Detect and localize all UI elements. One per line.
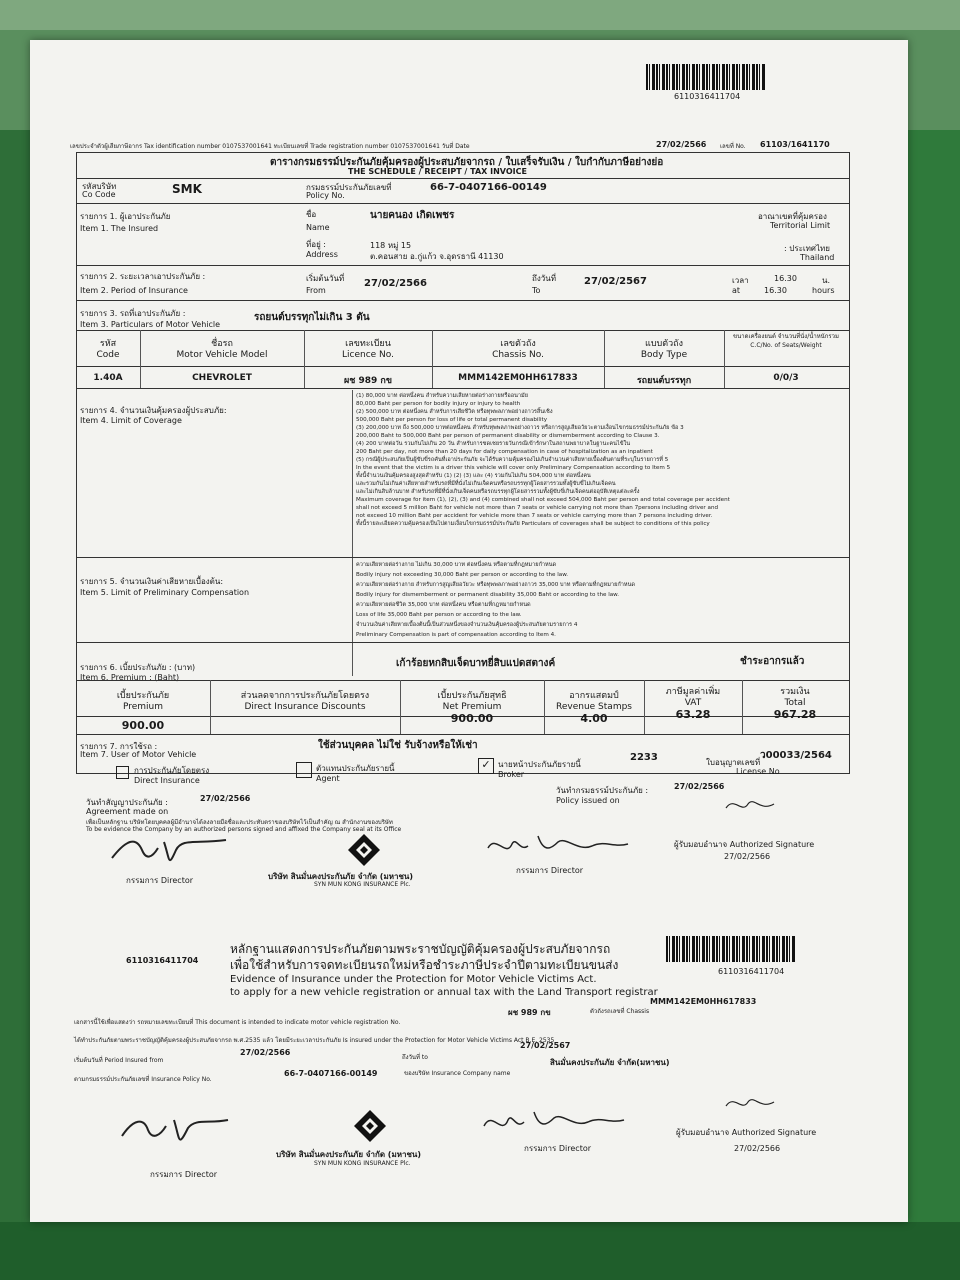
insured-from-value: 27/02/2566	[240, 1048, 291, 1057]
company-name-en: SYN MUN KONG INSURANCE Plc.	[314, 881, 411, 888]
vehicle-licence: ผช 989 กข	[343, 376, 393, 386]
period-from: 27/02/2566	[364, 278, 427, 289]
divider	[76, 330, 849, 331]
discount-header	[210, 688, 400, 712]
coverage-line: ทั้งนี้รายละเอียดความคุ้มครองเป็นไปตามเงื่อนไขกรมธรรม์ประกันภัย Particulars of coverages shall be subject to conditions of this policy	[356, 521, 710, 527]
header-en: Body Type	[640, 350, 688, 360]
vehicle-header-licence	[304, 336, 432, 360]
issued-label-en: Policy issued on	[556, 796, 620, 805]
coverage-line: (5) กรณีผู้ประสบภัยเป็นผู้ขับขี่รถคันที่เอาประกันภัย จะได้รับความคุ้มครองไม่เกินจำนวนค่าเสียหายเบื้องต้นตามที่ระบุในรายการที่ 5	[356, 457, 669, 463]
vehicle-body: รถยนต์บรรทุก	[636, 376, 692, 386]
header-thai: เลขทะเบียน	[345, 339, 391, 349]
background-bottom	[0, 1222, 960, 1280]
authorized-label: ผู้รับมอบอำนาจ Authorized Signature	[674, 840, 815, 849]
document-date: 27/02/2566	[656, 140, 707, 149]
broker-label-en: Broker	[498, 770, 525, 779]
divider	[76, 178, 849, 179]
coverage-line: Maximum coverage for item (1), (2), (3) and (4) combined shall not exceed 504,000 Baht per person and total coverage per accident	[356, 497, 730, 503]
revenue-stamps-header	[544, 688, 644, 712]
policy-label: กรมธรรม์ประกันภัยเลขที่	[306, 183, 392, 192]
divider	[76, 388, 849, 389]
preliminary-line: Preliminary Compensation is part of compensation according to Item 4.	[356, 632, 556, 638]
header-thai: เลขตัวถัง	[500, 339, 536, 349]
issued-date: 27/02/2566	[674, 782, 725, 791]
broker-checkbox[interactable]: ✓	[478, 758, 494, 774]
vehicle-header-code	[76, 336, 140, 360]
evidence-statement: เพื่อเป็นหลักฐาน บริษัทโดยบุคคลผู้มีอำนาจได้ลงลายมือชื่อและประทับตราของบริษัทไว้เป็นสำคัญ ณ สำนักงานของบริษัท	[86, 819, 393, 826]
coverage-line: not exceed 10 million Baht per accident for vehicle more than 7 seats or vehicle carrying more than 7 persons including driver.	[356, 513, 713, 519]
coverage-line: (4) 200 บาทต่อวัน รวมกันไม่เกิน 20 วัน สำหรับการชดเชยรายวันกรณีเข้ารักษาในสถานพยาบาลในฐานะคนไข้ใน	[356, 441, 631, 447]
address-line-2: ต.คอนสาย อ.กู่แก้ว จ.อุดรธานี 41130	[370, 252, 504, 261]
coverage-line: In the event that the victim is a driver this vehicle will cover only Preliminary Compensation according to Item 5	[356, 465, 671, 471]
net-premium-header	[400, 688, 544, 712]
time-label: เวลา	[732, 276, 749, 285]
premium-label-en: Item 6. Premium : (Baht)	[80, 673, 180, 682]
insured-label: รายการ 1. ผู้เอาประกันภัย	[80, 212, 171, 221]
vehicle-label-en: Item 3. Particulars of Motor Vehicle	[80, 320, 221, 329]
second-director-label: กรรมการ Director	[516, 866, 584, 875]
broker-label: นายหน้าประกันภัยรายนี้	[498, 760, 581, 769]
authorized-signature	[720, 792, 780, 820]
period-label: รายการ 2. ระยะเวลาเอาประกันภัย :	[80, 272, 206, 281]
insured-to-label: ถึงวันที่ to	[402, 1054, 428, 1061]
policy-label-en: Policy No.	[306, 191, 345, 200]
address-line-1: 118 หมู่ 15	[370, 241, 412, 250]
usage-label-en: Item 7. User of Motor Vehicle	[80, 750, 197, 759]
time-unit: น.	[822, 276, 831, 285]
insured-name: นายคนอง เกิดเพชร	[370, 210, 455, 221]
coverage-label-en: Item 4. Limit of Coverage	[80, 416, 182, 425]
divider	[76, 265, 849, 266]
time-label-en: at	[732, 286, 741, 295]
address-label-en: Address	[306, 250, 338, 259]
premium-value: 900.00	[121, 719, 165, 732]
name-label-en: Name	[306, 223, 330, 232]
preliminary-line: ความเสียหายต่อชีวิต 35,000 บาท ต่อหนึ่งคน หรือตามที่กฎหมายกำหนด	[356, 602, 531, 608]
divider	[76, 642, 849, 643]
preliminary-line: ความเสียหายต่อร่างกาย สำหรับการสูญเสียอวัยวะ หรือทุพพลภาพอย่างถาวร 35,000 บาท หรือตามที่กฎหมายกำหนด	[356, 582, 636, 588]
co-code-label-en: Co Code	[82, 190, 116, 199]
to-label-en: To	[532, 286, 541, 295]
coverage-line: 200,000 Baht to 500,000 Baht per person of permanent disability or dismemberment according to Clause 3.	[356, 433, 660, 439]
registration-line: เอกสารนี้ใช้เพื่อแสดงว่า รถหมายเลขทะเบียนที่ This document is intended to indicate motor vehicle registration No.	[74, 1019, 401, 1026]
preliminary-label-en: Item 5. Limit of Preliminary Compensation	[80, 588, 250, 597]
barcode-number: 6110316411704	[674, 92, 741, 101]
vehicle-header-model	[140, 336, 304, 360]
director-signature	[106, 830, 236, 870]
header-thai: เบี้ยประกันภัยสุทธิ	[437, 691, 507, 701]
tax-id-line: เลขประจำตัวผู้เสียภาษีอากร Tax identification number 0107537001641 ทะเบียนเลขที่ Trade registration number 0107537001641 วันที่ Date	[70, 143, 470, 150]
header-en: Net Premium	[442, 702, 502, 712]
evidence-authorized-date: 27/02/2566	[734, 1144, 781, 1153]
preliminary-line: Bodily injury not exceeding 30,000 Baht per person or according to the law.	[356, 572, 569, 578]
divider	[76, 680, 849, 681]
insured-from-label: เริ่มต้นวันที่ Period Insured from	[74, 1057, 164, 1064]
header-thai: แบบตัวถัง	[645, 339, 683, 349]
evidence-authorized-label: ผู้รับมอบอำนาจ Authorized Signature	[676, 1128, 817, 1137]
authorized-date: 27/02/2566	[724, 852, 771, 861]
coverage-line: (3) 200,000 บาท ถึง 500,000 บาทต่อหนึ่งคน สำหรับทุพพลภาพอย่างถาวร หรือการสูญเสียอวัยวะตามเงื่อนไขกรมธรรม์ประกันภัย ข้อ 3	[356, 425, 684, 431]
vehicle-chassis: MMM142EM0HH617833	[458, 373, 578, 383]
country-thai: : ประเทศไทย	[784, 244, 830, 253]
evidence-title-en-2: to apply for a new vehicle registration or annual tax with the Land Transport registrar	[230, 987, 658, 998]
company-name-thai: บริษัท สินมั่นคงประกันภัย จำกัด (มหาชน)	[268, 872, 414, 881]
coverage-line: และไม่เกินสิบล้านบาท สำหรับรถที่มีที่นั่งเกินเจ็ดคนหรือรถบรรทุกผู้โดยสารรวมทั้งผู้ขับขี่เกินเจ็ดคนต่ออุบัติเหตุแต่ละครั้ง	[356, 489, 640, 495]
company-name-label: ของบริษัท Insurance Company name	[404, 1070, 511, 1077]
divider	[76, 366, 849, 367]
evidence-barcode	[666, 936, 796, 962]
evidence-right-barcode-number: 6110316411704	[718, 967, 785, 976]
coverage-label: รายการ 4. จำนวนเงินคุ้มครองผู้ประสบภัย:	[80, 406, 227, 415]
act-line: ได้ทำประกันภัยตามพระราชบัญญัติคุ้มครองผู้ประสบภัยจากรถ พ.ศ.2535 แล้ว โดยมีระยะเวลาประกันภัย Is insured under the Protection for Motor Vehicle Victims Act B.E. 2535	[74, 1037, 555, 1044]
preliminary-line: จำนวนเงินค่าเสียหายเบื้องต้นนี้เป็นส่วนหนึ่งของจำนวนเงินคุ้มครองผู้ประสบภัยตามรายการ 4	[356, 622, 578, 628]
period-to: 27/02/2567	[584, 276, 647, 287]
evidence-company-name-en: SYN MUN KONG INSURANCE Plc.	[314, 1160, 411, 1167]
policy-no-value: 66-7-0407166-00149	[284, 1069, 378, 1078]
divider	[76, 300, 849, 301]
license-number: ว00033/2564	[760, 750, 832, 761]
usage-label: รายการ 7. การใช้รถ :	[80, 742, 158, 751]
header-en: Direct Insurance Discounts	[244, 702, 366, 712]
agreement-label: วันทำสัญญาประกันภัย :	[86, 798, 168, 807]
divider	[76, 734, 849, 735]
agreement-date: 27/02/2566	[200, 794, 251, 803]
to-label: ถึงวันที่	[532, 274, 556, 283]
from-label: เริ่มต้นวันที่	[306, 274, 345, 283]
second-director-signature	[482, 828, 632, 864]
header-thai: ชื่อรถ	[211, 339, 233, 349]
coverage-line: 200 Baht per day, not more than 20 days for daily compensation in case of hospitalization as an inpatient	[356, 449, 653, 455]
vehicle-engine: 0/0/3	[773, 373, 799, 383]
header-thai: เบี้ยประกันภัย	[116, 691, 170, 701]
header-en: Revenue Stamps	[556, 702, 632, 712]
policy-no-label: ตามกรมธรรม์ประกันภัยเลขที่ Insurance Policy No.	[74, 1076, 212, 1083]
co-code-value: SMK	[172, 182, 202, 196]
territory-label: อาณาเขตที่คุ้มครอง	[758, 212, 827, 221]
vehicle-code: 1.40A	[93, 373, 123, 383]
insured-label-en: Item 1. The Insured	[80, 224, 159, 233]
evidence-title-thai-2: เพื่อใช้สำหรับการจดทะเบียนรถใหม่หรือชำระภาษีประจำปีตามทะเบียนขนส่ง	[230, 958, 619, 972]
vehicle-header-body	[604, 336, 724, 360]
coverage-line: ทั้งนี้จำนวนเงินคุ้มครองสูงสุดสำหรับ (1) (2) (3) และ (4) รวมกันไม่เกิน 504,000 บาท ต่อหนึ่งคน	[356, 473, 591, 479]
premium-in-words: เก้าร้อยหกสิบเจ็ดบาทยี่สิบแปดสตางค์	[396, 658, 556, 669]
evidence-company-name-thai: บริษัท สินมั่นคงประกันภัย จำกัด (มหาชน)	[276, 1150, 422, 1159]
header-thai: รวมเงิน	[780, 687, 810, 697]
issued-label: วันทำกรมธรรม์ประกันภัย :	[556, 786, 649, 795]
director-label: กรรมการ Director	[126, 876, 194, 885]
column-line	[352, 390, 353, 676]
net-premium-value: 900.00	[450, 712, 494, 725]
total-header	[742, 684, 848, 708]
vehicle-model: CHEVROLET	[192, 373, 252, 383]
header-thai: อากรแสตมป์	[569, 691, 619, 701]
name-label: ชื่อ	[306, 210, 317, 219]
coverage-line: 80,000 Baht per person for bodily injury or injury to health	[356, 401, 521, 407]
vat-header	[644, 684, 742, 708]
header-en: C.C/No. of Seats/Weight	[750, 342, 822, 349]
evidence-authorized-signature	[720, 1090, 780, 1118]
agent-label-en: Agent	[316, 774, 340, 783]
agreement-label-en: Agreement made on	[86, 807, 169, 816]
evidence-title-thai-1: หลักฐานแสดงการประกันภัยตามพระราชบัญญัติคุ้มครองผู้ประสบภัยจากรถ	[230, 942, 611, 956]
time-to: 16.30	[764, 286, 787, 295]
preliminary-line: Bodily injury for dismemberment or permanent disability 35,000 Baht or according to the law.	[356, 592, 620, 598]
title-english: THE SCHEDULE / RECEIPT / TAX INVOICE	[348, 167, 527, 176]
header-thai: ภาษีมูลค่าเพิ่ม	[665, 687, 721, 697]
evidence-barcode-number: 6110316411704	[126, 956, 199, 965]
background-strip	[0, 0, 960, 30]
total-value: 967.28	[773, 708, 817, 721]
direct-insurance-checkbox[interactable]	[116, 766, 129, 779]
header-thai: ขนาดเครื่องยนต์ จำนวนที่นั่ง/น้ำหนักรวม	[733, 333, 839, 340]
evidence-second-director-label: กรรมการ Director	[524, 1144, 592, 1153]
chassis-number: MMM142EM0HH617833	[650, 997, 757, 1006]
agent-label: ตัวแทนประกันภัยรายนี้	[316, 764, 395, 773]
coverage-line: shall not exceed 5 million Baht for vehicle not more than 7 seats or vehicle carrying not more than 7persons including driver and	[356, 505, 719, 511]
vehicle-label: รายการ 3. รถที่เอาประกันภัย :	[80, 309, 186, 318]
insured-to-value: 27/02/2567	[520, 1041, 571, 1050]
period-label-en: Item 2. Period of Insurance	[80, 286, 188, 295]
registration-number: ผช 989 กข	[508, 1008, 551, 1017]
vehicle-header-chassis	[432, 336, 604, 360]
evidence-director-signature	[116, 1110, 236, 1150]
evidence-title-en-1: Evidence of Insurance under the Protection for Motor Vehicle Victims Act.	[230, 974, 597, 985]
header-en: Motor Vehicle Model	[176, 350, 268, 360]
header-en: VAT	[684, 698, 702, 708]
vat-value: 63.28	[675, 708, 711, 721]
header-thai: รหัส	[99, 339, 117, 349]
company-name-value: สินมั่นคงประกันภัย จำกัด(มหาชน)	[550, 1058, 670, 1067]
revenue-stamps-value: 4.00	[580, 712, 608, 725]
time-from: 16.30	[774, 274, 797, 283]
coverage-line: (1) 80,000 บาท ต่อหนึ่งคน สำหรับความเสียหายต่อร่างกายหรืออนามัย	[356, 393, 529, 399]
usage-value: ใช้ส่วนบุคคล ไม่ใช่ รับจ้างหรือให้เช่า	[318, 740, 478, 751]
evidence-company-logo-icon	[352, 1108, 388, 1144]
address-label: ที่อยู่ :	[306, 240, 327, 249]
direct-insurance-label: การประกันภัยโดยตรง	[134, 766, 210, 775]
evidence-second-signature	[478, 1104, 628, 1142]
broker-code: 2233	[630, 752, 658, 763]
co-code-label: รหัสบริษัท	[82, 182, 117, 191]
divider	[76, 203, 849, 204]
evidence-director-label: กรรมการ Director	[150, 1170, 218, 1179]
vehicle-header-engine	[724, 332, 848, 350]
license-label: ใบอนุญาตเลขที่	[706, 758, 761, 767]
divider	[76, 557, 849, 558]
evidence-statement-en: To be evidence the Company by an authorized persons signed and affixed the Company seal at its Office	[86, 826, 402, 833]
document-no: 61103/1641170	[760, 140, 830, 149]
license-label-en: License No	[736, 767, 780, 776]
agent-checkbox[interactable]	[296, 762, 312, 778]
header-thai: ส่วนลดจากการประกันภัยโดยตรง	[240, 691, 370, 701]
chassis-label: ตัวถังรถเลขที่ Chassis	[590, 1008, 650, 1015]
preliminary-line: ความเสียหายต่อร่างกาย ไม่เกิน 30,000 บาท ต่อหนึ่งคน หรือตามที่กฎหมายกำหนด	[356, 562, 557, 568]
header-en: Chassis No.	[492, 350, 544, 360]
country-en: Thailand	[800, 253, 835, 262]
vehicle-description: รถยนต์บรรทุกไม่เกิน 3 ตัน	[254, 312, 370, 323]
stamp-duty-paid: ชำระอากรแล้ว	[740, 656, 805, 667]
direct-insurance-label-en: Direct Insurance	[134, 776, 200, 785]
header-en: Total	[784, 698, 806, 708]
time-unit-en: hours	[812, 286, 835, 295]
territory-label-en: Territorial Limit	[770, 221, 831, 230]
policy-number: 66-7-0407166-00149	[430, 182, 547, 193]
preliminary-label: รายการ 5. จำนวนเงินค่าเสียหายเบื้องต้น:	[80, 577, 224, 586]
coverage-line: 500,000 Baht per person for loss of life or total permanent disability	[356, 417, 548, 423]
preliminary-line: Loss of life 35,000 Baht per person or according to the law.	[356, 612, 522, 618]
from-label-en: From	[306, 286, 326, 295]
header-en: Code	[96, 350, 120, 360]
header-en: Premium	[122, 702, 164, 712]
coverage-line: และรวมกันไม่เกินค่าเสียหายสำหรับรถที่มีที่นั่งไม่เกินเจ็ดคนหรือรถบรรทุกผู้โดยสารรวมทั้งผู้ขับขี่ไม่เกินเจ็ดคน	[356, 481, 616, 487]
coverage-line: (2) 500,000 บาท ต่อหนึ่งคน สำหรับการเสียชีวิต หรือทุพพลภาพอย่างถาวรสิ้นเชิง	[356, 409, 553, 415]
header-en: Licence No.	[342, 350, 394, 360]
premium-header	[76, 688, 210, 712]
company-logo-icon	[346, 832, 382, 868]
barcode	[646, 64, 766, 90]
policy-document	[30, 40, 908, 1222]
document-no-label: เลขที่ No.	[720, 143, 746, 150]
premium-label: รายการ 6. เบี้ยประกันภัย : (บาท)	[80, 663, 196, 672]
title-thai: ตารางกรมธรรม์ประกันภัยคุ้มครองผู้ประสบภัยจากรถ / ใบเสร็จรับเงิน / ใบกำกับภาษีอย่างย่อ	[270, 157, 664, 168]
